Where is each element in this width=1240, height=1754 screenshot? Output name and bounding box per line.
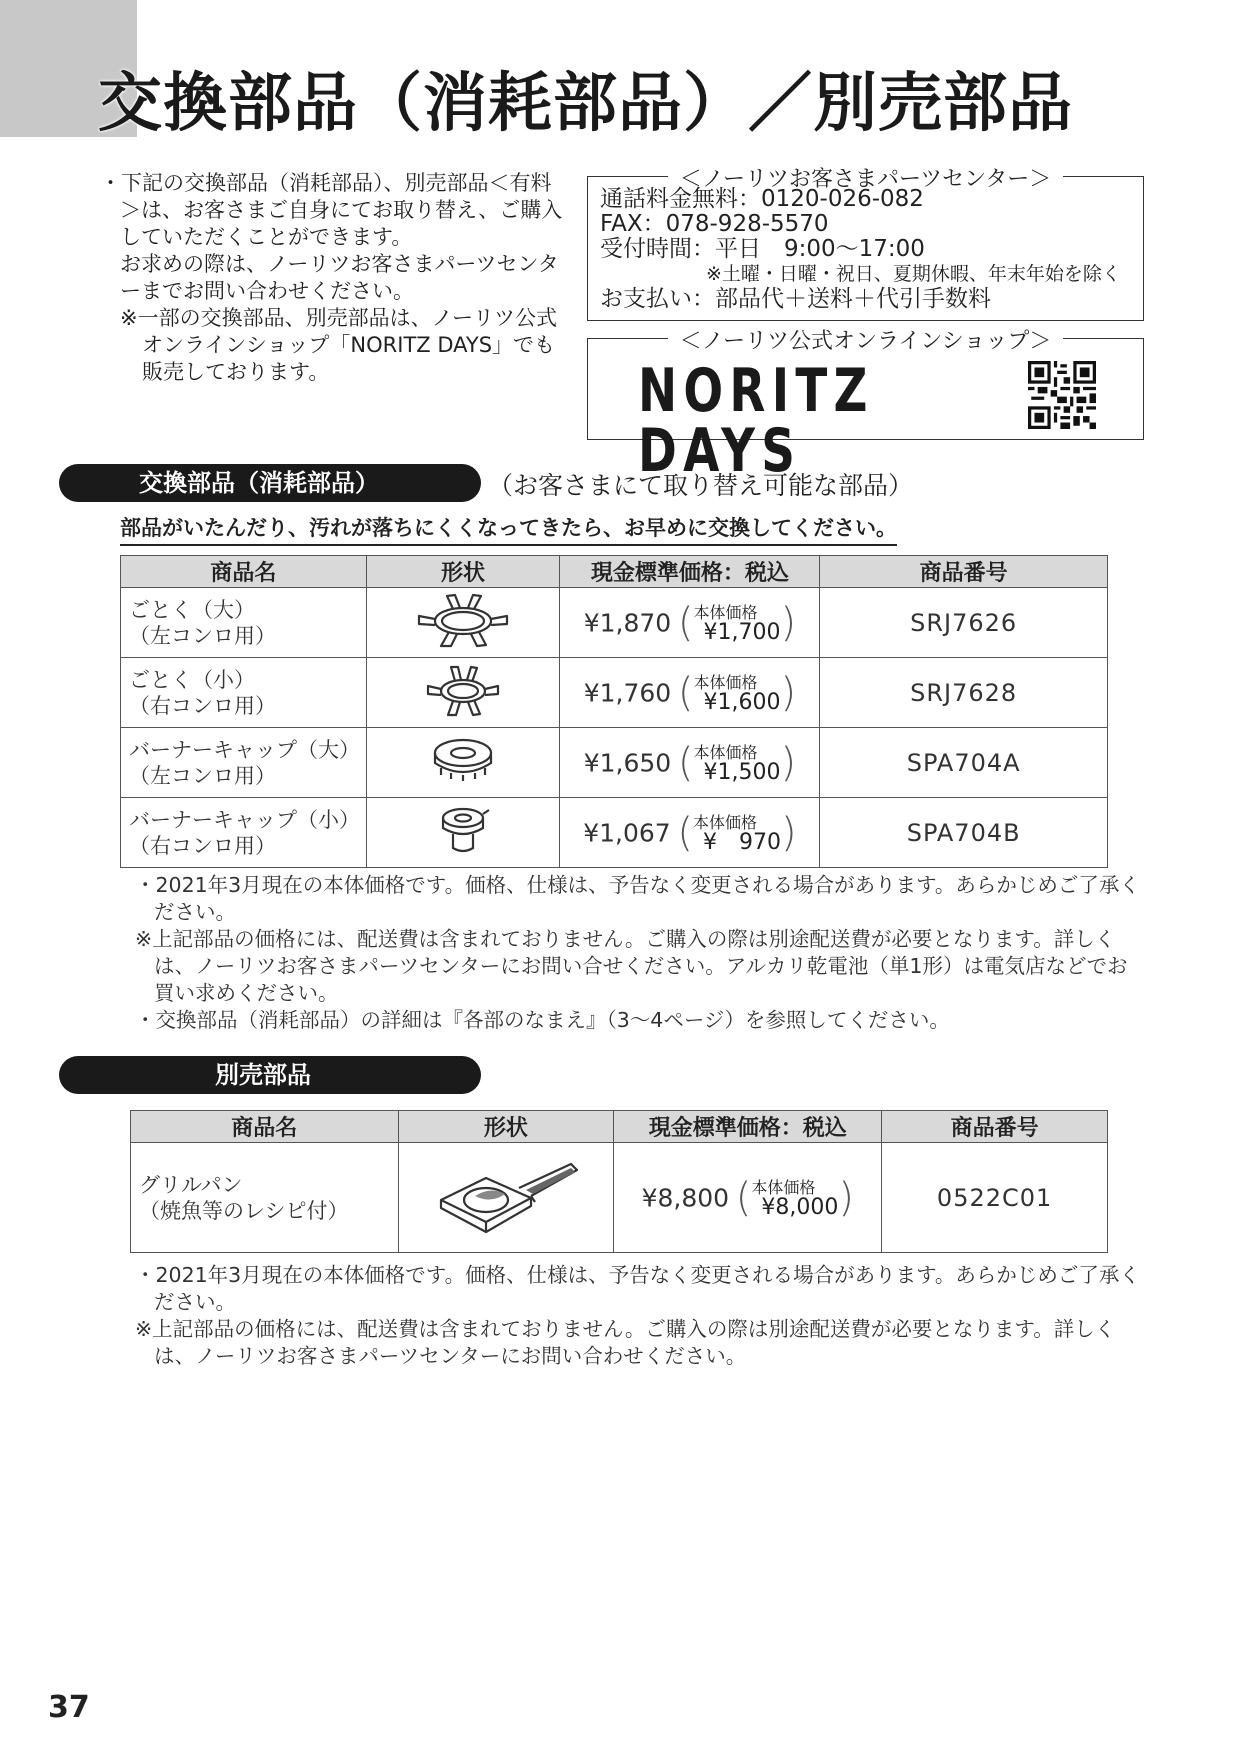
brand-logo: NORITZ DAYS <box>638 356 874 486</box>
table-header-row <box>131 1111 1108 1143</box>
product-name: グリルパン （焼魚等のレシピ付） <box>131 1143 399 1253</box>
note-item: ※上記部品の価格には、配送費は含まれておりません。ご購入の際は別途配送費が必要となります。詳しくは、ノーリツお客さまパーツセンターにお問い合わせください。 <box>135 1317 1116 1368</box>
burner-cap-small-icon <box>433 800 493 860</box>
product-name: バーナーキャップ（大） （左コンロ用） <box>121 728 367 798</box>
table-row <box>121 658 1108 728</box>
replacement-advice: 部品がいたんだり、汚れが落ちにくくなってきたら、お早めに交換してください。 <box>120 512 897 546</box>
col-header-code: 商品番号 <box>882 1111 1108 1143</box>
replacement-parts-table <box>120 555 1108 868</box>
page-number: 37 <box>48 1690 90 1725</box>
product-price: ¥1,760 ( 本体価格 ¥1,600 ) <box>560 658 820 728</box>
online-shop-heading: ＜ノーリツ公式オンラインショップ＞ <box>668 329 1064 354</box>
payment-info: お支払い：部品代＋送料＋代引手数料 <box>600 286 991 312</box>
product-code: SPA704B <box>820 798 1108 868</box>
note-item: ※上記部品の価格には、配送費は含まれておりません。ご購入の際は別途配送費が必要となります。詳しくは、ノーリツお客さまパーツセンターにお問い合せください。アルカリ乾電池（単1形）は電気店などでお買い求めください。 <box>135 927 1128 1005</box>
parts-center-box <box>587 167 1144 321</box>
product-name: バーナーキャップ（小） （右コンロ用） <box>121 798 367 868</box>
replacement-section-note: （お客さまにて取り替え可能な部品） <box>488 471 914 500</box>
page-title: 交換部品（消耗部品）／別売部品 <box>98 67 1073 141</box>
product-code: 0522C01 <box>882 1143 1108 1253</box>
online-shop-box <box>587 329 1144 486</box>
table-row <box>121 798 1108 868</box>
replacement-section-pill <box>59 464 481 502</box>
col-header-name: 商品名 <box>131 1111 399 1143</box>
intro-line-3: ※一部の交換部品、別売部品は、ノーリツ公式オンラインショップ「NORITZ DAYS」でも販売しております。 <box>120 306 557 384</box>
product-name: ごとく（大） （左コンロ用） <box>121 588 367 658</box>
col-header-price: 現金標準価格：税込 <box>614 1111 882 1143</box>
note-item: ・2021年3月現在の本体価格です。価格、仕様は、予告なく変更される場合があります。あらかじめご了承ください。 <box>135 1263 1140 1314</box>
trivet-large-icon <box>413 591 513 649</box>
product-price: ¥8,800 ( 本体価格 ¥8,000 ) <box>614 1143 882 1253</box>
table-row <box>121 728 1108 798</box>
col-header-price: 現金標準価格：税込 <box>560 556 820 588</box>
product-shape <box>366 798 560 868</box>
closed-days: ※土曜・日曜・祝日、夏期休暇、年末年始を除く <box>706 263 1121 285</box>
burner-cap-large-icon <box>423 731 503 789</box>
product-shape <box>366 728 560 798</box>
table-header-row <box>121 556 1108 588</box>
col-header-shape: 形状 <box>366 556 560 588</box>
product-name: ごとく（小） （右コンロ用） <box>121 658 367 728</box>
product-shape <box>366 658 560 728</box>
optional-notes <box>135 1262 1145 1370</box>
business-hours: 受付時間：平日 9:00〜17:00 <box>600 236 925 262</box>
product-price: ¥1,870 ( 本体価格 ¥1,700 ) <box>560 588 820 658</box>
qr-code-icon[interactable] <box>1028 361 1096 429</box>
product-code: SPA704A <box>820 728 1108 798</box>
toll-free-number: 通話料金無料：0120-026-082 <box>600 186 924 212</box>
replacement-section-title: 交換部品（消耗部品） <box>139 469 379 497</box>
grill-pan-icon <box>431 1150 581 1240</box>
intro-line-2: お求めの際は、ノーリツお客さまパーツセンターまでお問い合わせください。 <box>120 252 559 303</box>
optional-section-title: 別売部品 <box>215 1061 311 1089</box>
product-code: SRJ7628 <box>820 658 1108 728</box>
note-item: ・2021年3月現在の本体価格です。価格、仕様は、予告なく変更される場合があります。あらかじめご了承ください。 <box>135 873 1140 924</box>
col-header-code: 商品番号 <box>820 556 1108 588</box>
product-price: ¥1,650 ( 本体価格 ¥1,500 ) <box>560 728 820 798</box>
product-shape <box>398 1143 614 1253</box>
table-row <box>121 588 1108 658</box>
replacement-notes <box>135 872 1145 1034</box>
intro-text <box>100 170 570 386</box>
trivet-small-icon <box>423 661 503 719</box>
product-shape <box>366 588 560 658</box>
note-item: ・交換部品（消耗部品）の詳細は『各部のなまえ』（3〜4ページ）を参照してください。 <box>135 1008 950 1032</box>
col-header-shape: 形状 <box>398 1111 614 1143</box>
optional-parts-table <box>130 1110 1108 1253</box>
col-header-name: 商品名 <box>121 556 367 588</box>
parts-center-heading: ＜ノーリツお客さまパーツセンター＞ <box>668 167 1064 192</box>
optional-section-pill <box>59 1056 481 1094</box>
fax-number: FAX：078-928-5570 <box>600 211 829 237</box>
product-price: ¥1,067 ( 本体価格 ¥ 970 ) <box>560 798 820 868</box>
table-row <box>131 1143 1108 1253</box>
product-code: SRJ7626 <box>820 588 1108 658</box>
intro-line-1: ・下記の交換部品（消耗部品）、別売部品＜有料＞は、お客さまご自身にてお取り替え、ご購入していただくことができます。 <box>100 171 563 249</box>
